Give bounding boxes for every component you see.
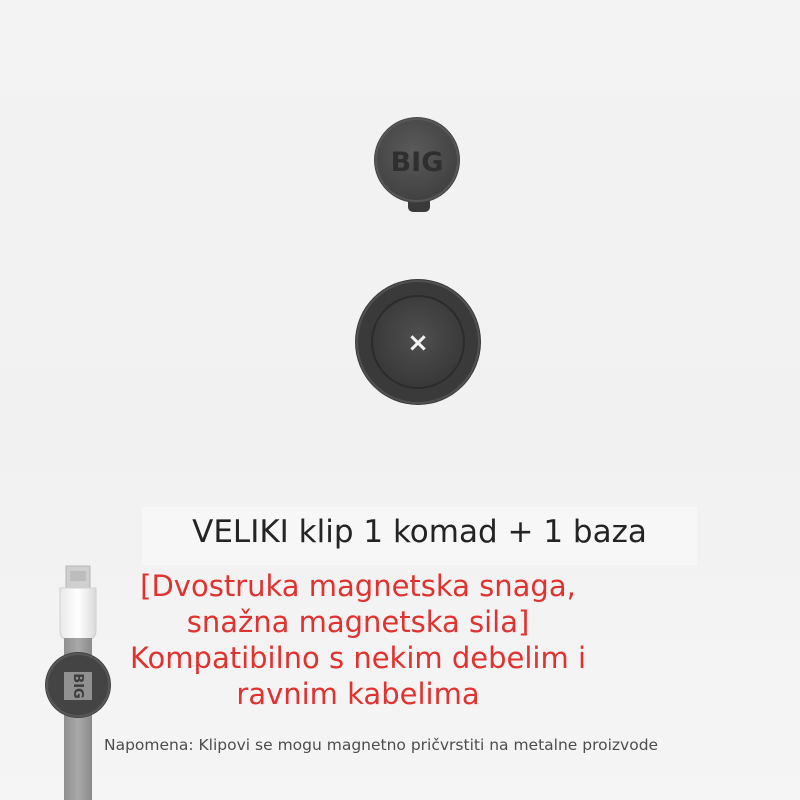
cable-illustration: [45, 566, 111, 800]
highlight-line-2: snažna magnetska sila]: [186, 605, 530, 639]
magnetic-base: [355, 279, 481, 405]
clip-label: BIG: [390, 147, 444, 178]
usb-plug: [60, 588, 96, 640]
cable-clip-label: BIG: [70, 673, 85, 699]
close-icon: ×: [407, 328, 429, 358]
highlight-block: [108, 568, 608, 712]
highlight-line-4: ravnim kabelima: [236, 677, 480, 711]
highlight-line-3: Kompatibilno s nekim debelim i: [129, 641, 587, 675]
highlight-line-1: [Dvostruka magnetska snaga,: [140, 569, 576, 603]
product-title: VELIKI klip 1 komad + 1 baza: [192, 514, 647, 550]
note-text: Napomena: Klipovi se mogu magnetno pričvrstiti na metalne proizvode: [104, 736, 659, 754]
big-clip: [374, 117, 460, 212]
